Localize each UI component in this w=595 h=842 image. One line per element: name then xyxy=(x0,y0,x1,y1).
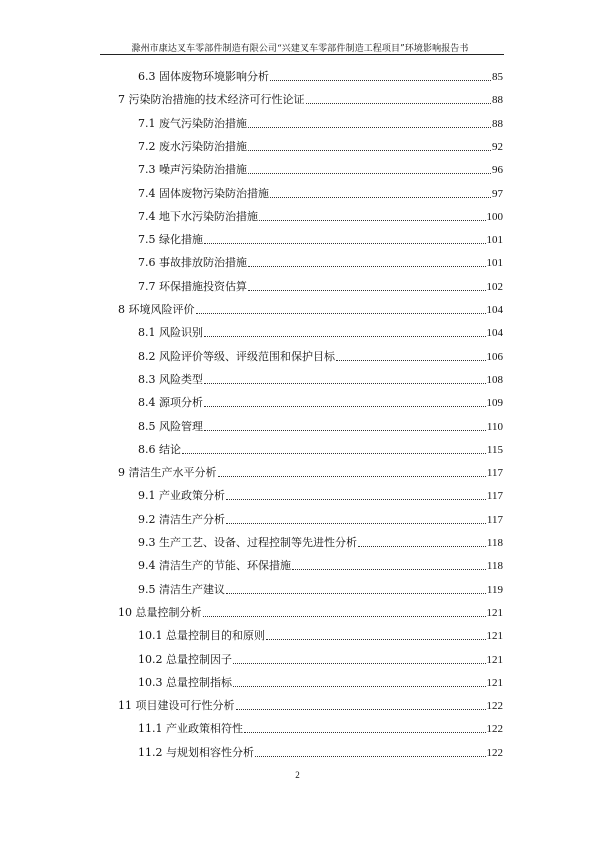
toc-entry[interactable] xyxy=(138,396,503,410)
toc-entry-page: 121 xyxy=(486,653,503,666)
toc-entry[interactable] xyxy=(138,280,503,294)
toc-dot-leader xyxy=(255,755,486,757)
toc-dot-leader xyxy=(248,149,491,151)
toc-entry-page: 96 xyxy=(492,164,503,177)
toc-entry-title: 11 项目建设可行性分析 xyxy=(118,699,235,713)
toc-entry-page: 109 xyxy=(486,397,503,410)
toc-entry-page: 121 xyxy=(486,630,503,643)
toc-entry-title: 7.4 地下水污染防治措施 xyxy=(138,209,258,223)
toc-entry[interactable] xyxy=(138,373,503,387)
toc-entry-title: 7.4 固体废物污染防治措施 xyxy=(138,186,269,200)
toc-entry-title: 6.3 固体废物环境影响分析 xyxy=(138,70,269,83)
toc-entry-title: 9.4 清洁生产的节能、环保措施 xyxy=(138,559,291,573)
toc-entry-title: 9.5 清洁生产建议 xyxy=(138,582,225,596)
toc-entry-page: 121 xyxy=(486,676,503,689)
toc-entry[interactable] xyxy=(138,350,503,364)
toc-entry-page: 110 xyxy=(486,420,503,433)
toc-entry-title: 10 总量控制分析 xyxy=(118,605,202,619)
toc-entry-page: 102 xyxy=(486,280,503,293)
toc-entry-page: 88 xyxy=(492,94,503,107)
toc-entry[interactable] xyxy=(138,163,503,177)
toc-dot-leader xyxy=(266,638,486,640)
toc-entry-title: 9.3 生产工艺、设备、过程控制等先进性分析 xyxy=(138,536,357,549)
toc-dot-leader xyxy=(182,452,486,454)
toc-dot-leader xyxy=(248,289,486,291)
toc-entry-title: 8.5 风险管理 xyxy=(138,419,203,433)
toc-entry-title: 8 环境风险评价 xyxy=(118,303,195,316)
toc-entry[interactable] xyxy=(138,117,503,131)
toc-entry-page: 122 xyxy=(486,700,503,713)
toc-dot-leader xyxy=(270,196,491,198)
toc-entry-page: 97 xyxy=(492,187,503,200)
toc-dot-leader xyxy=(244,731,486,733)
toc-dot-leader xyxy=(204,429,486,431)
toc-dot-leader xyxy=(226,522,486,524)
toc-entry-page: 88 xyxy=(492,117,503,130)
toc-dot-leader xyxy=(270,79,491,81)
toc-dot-leader xyxy=(336,359,486,361)
toc-entry[interactable] xyxy=(138,443,503,457)
toc-entry-title: 10.3 总量控制指标 xyxy=(138,675,232,689)
toc-entry-page: 104 xyxy=(486,304,503,316)
toc-entry-title: 7.3 噪声污染防治措施 xyxy=(138,163,247,177)
toc-entry-page: 117 xyxy=(486,513,503,526)
toc-dot-leader xyxy=(236,708,486,710)
toc-entry-page: 104 xyxy=(486,327,503,340)
toc-entry-page: 108 xyxy=(486,373,503,386)
toc-entry[interactable] xyxy=(138,676,503,690)
toc-dot-leader xyxy=(248,172,491,174)
toc-entry-page: 92 xyxy=(492,140,503,153)
toc-entry[interactable] xyxy=(118,303,503,317)
toc-entry-title: 9.2 清洁生产分析 xyxy=(138,512,225,526)
toc-entry-title: 8.6 结论 xyxy=(138,442,181,456)
toc-entry[interactable] xyxy=(118,699,503,713)
toc-entry-page: 101 xyxy=(486,234,503,247)
toc-entry[interactable] xyxy=(118,93,503,107)
toc-entry-page: 117 xyxy=(486,490,503,503)
toc-dot-leader xyxy=(233,685,486,687)
toc-entry-title: 8.2 风险评价等级、评级范围和保护目标 xyxy=(138,349,335,363)
toc-entry[interactable] xyxy=(118,466,503,480)
page-header: 滁州市康达叉车零部件制造有限公司“兴建叉车零部件制造工程项目”环境影响报告书 xyxy=(131,44,469,54)
toc-entry-page: 117 xyxy=(486,467,503,480)
toc-dot-leader xyxy=(259,219,486,221)
toc-entry[interactable] xyxy=(138,70,503,84)
toc-dot-leader xyxy=(248,126,491,128)
toc-entry-title: 7 污染防治措施的技术经济可行性论证 xyxy=(118,93,305,107)
toc-entry-page: 119 xyxy=(486,583,503,596)
toc-entry[interactable] xyxy=(138,233,503,247)
toc-dot-leader xyxy=(226,592,486,594)
toc-entry[interactable] xyxy=(138,187,503,201)
page-number: 2 xyxy=(295,770,300,780)
toc-dot-leader xyxy=(358,545,486,547)
toc-entry-page: 122 xyxy=(486,746,503,759)
toc-entry[interactable] xyxy=(138,513,503,527)
toc-dot-leader xyxy=(204,335,486,337)
toc-entry-title: 8.4 源项分析 xyxy=(138,396,203,410)
toc-entry[interactable] xyxy=(118,606,503,620)
toc-entry[interactable] xyxy=(138,489,503,503)
toc-entry[interactable] xyxy=(138,140,503,154)
toc-dot-leader xyxy=(218,475,486,477)
toc-entry-page: 101 xyxy=(486,257,503,270)
toc-entry-page: 118 xyxy=(486,537,503,549)
toc-entry[interactable] xyxy=(138,210,503,224)
toc-entry[interactable] xyxy=(138,583,503,597)
toc-dot-leader xyxy=(233,662,486,664)
toc-dot-leader xyxy=(203,615,486,617)
toc-entry-title: 10.2 总量控制因子 xyxy=(138,652,232,666)
toc-dot-leader xyxy=(226,498,486,500)
toc-entry-page: 118 xyxy=(486,560,503,573)
toc-entry-title: 11.1 产业政策相符性 xyxy=(138,722,243,736)
toc-entry-title: 7.7 环保措施投资估算 xyxy=(138,279,247,293)
toc-entry-title: 9 清洁生产水平分析 xyxy=(118,466,217,480)
toc-entry-title: 11.2 与规划相容性分析 xyxy=(138,745,254,759)
toc-entry[interactable] xyxy=(138,746,503,760)
toc-entry[interactable] xyxy=(138,559,503,573)
toc-dot-leader xyxy=(204,382,486,384)
toc-entry[interactable] xyxy=(138,722,503,736)
toc-entry[interactable] xyxy=(138,326,503,340)
toc-entry-title: 9.1 产业政策分析 xyxy=(138,489,225,503)
toc-entry-title: 10.1 总量控制目的和原则 xyxy=(138,629,265,643)
toc-entry-title: 7.5 绿化措施 xyxy=(138,233,203,247)
toc-dot-leader xyxy=(248,265,486,267)
toc-entry-title: 8.1 风险识别 xyxy=(138,326,203,340)
toc-entry[interactable] xyxy=(138,629,503,643)
toc-entry-page: 106 xyxy=(486,350,503,363)
toc-entry-page: 100 xyxy=(486,210,503,223)
toc-dot-leader xyxy=(204,242,486,244)
toc-entry-title: 8.3 风险类型 xyxy=(138,372,203,386)
toc-entry[interactable] xyxy=(138,420,503,434)
toc-dot-leader xyxy=(204,405,486,407)
toc-entry-page: 121 xyxy=(486,606,503,619)
toc-entry[interactable] xyxy=(138,256,503,270)
toc-entry[interactable] xyxy=(138,536,503,550)
toc-entry[interactable] xyxy=(138,653,503,667)
toc-entry-title: 7.6 事故排放防治措施 xyxy=(138,256,247,270)
toc-entry-page: 115 xyxy=(486,443,503,456)
toc-entry-page: 85 xyxy=(492,71,503,83)
toc-entry-title: 7.1 废气污染防治措施 xyxy=(138,116,247,130)
toc-dot-leader xyxy=(196,312,486,314)
toc-dot-leader xyxy=(306,102,492,104)
toc-dot-leader xyxy=(292,568,486,570)
toc-entry-title: 7.2 废水污染防治措施 xyxy=(138,139,247,153)
header-divider xyxy=(100,54,504,55)
toc-entry-page: 122 xyxy=(486,723,503,736)
